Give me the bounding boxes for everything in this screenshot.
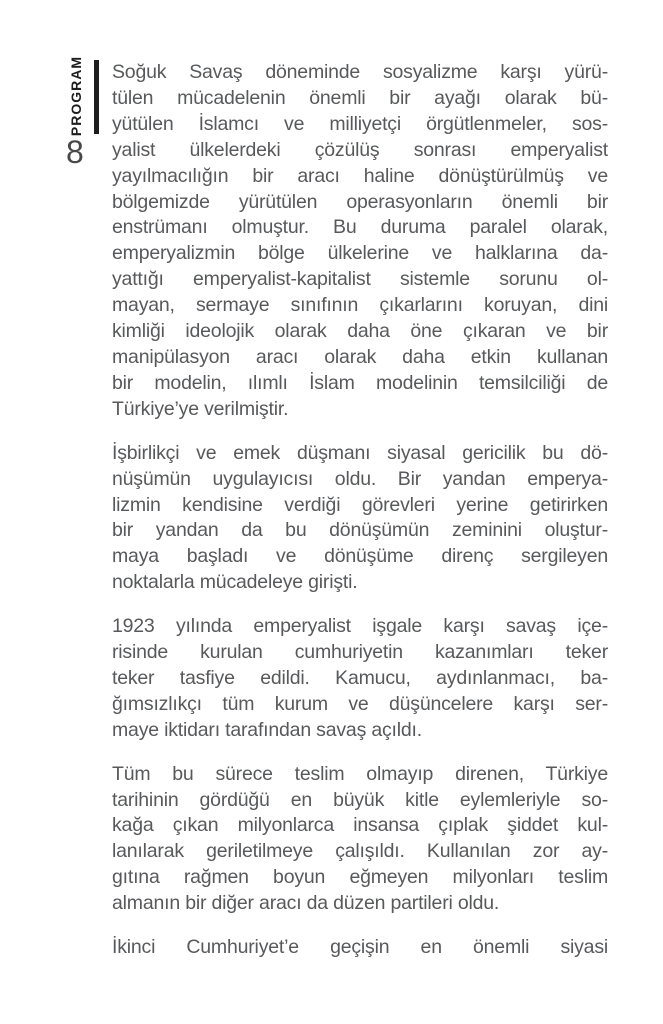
text-line: lizmin kendisine verdiği görevleri yerine getirirken [112,493,608,516]
text-line: ğımsızlıkçı tüm kurum ve düşüncelere karşı ser- [112,692,608,715]
paragraph [112,441,608,596]
text-line: enstrümanı olmuştur. Bu duruma paralel olarak, [112,216,608,239]
text-line: yütülen İslamcı ve milliyetçi örgütlenmeler, sos- [112,112,608,135]
text-line: manipülasyon aracı olarak daha etkin kullanan [112,345,608,368]
text-line: almanın bir diğer aracı da düzen partileri oldu. [112,892,500,915]
text-line: risinde kurulan cumhuriyetin kazanımları teker [112,641,608,664]
text-line: bir yandan da bu dönüşümün zeminini oluştur- [112,519,608,542]
paragraph [112,935,608,961]
text-line: bölgemizde yürütülen operasyonların önemli bir [112,190,608,213]
text-line: Soğuk Savaş döneminde sosyalizme karşı yürü- [112,61,608,83]
text-line: maya başladı ve dönüşüme direnç sergileyen [112,545,608,568]
text-line: yayılmacılığın bir aracı haline dönüştürülmüş ve [112,164,608,187]
text-line: noktalarla mücadeleye girişti. [112,571,358,594]
text-line: gıtına rağmen boyun eğmeyen milyonları teslim [112,866,608,889]
section-label: PROGRAM [68,55,84,137]
section-rule [94,60,99,134]
text-line: mayan, sermaye sınıfının çıkarlarını koruyan, dini [112,294,608,317]
paragraph [112,614,608,744]
text-line: maye iktidarı tarafından savaş açıldı. [112,718,422,741]
text-line: Tüm bu sürece teslim olmayıp direnen, Türkiye [112,762,608,785]
page-margin-header [0,0,110,1024]
text-line: yattığı emperyalist-kapitalist sistemle sorunu ol- [112,268,608,291]
text-line: tülen mücadelenin önemli bir ayağı olarak bü- [112,86,608,109]
text-line: tarihinin gördüğü en büyük kitle eylemleriyle so- [112,788,608,811]
page-number: 8 [66,134,84,170]
text-line: kağa çıkan milyonlarca insansa çıplak şiddet kul- [112,814,608,837]
text-line: nüşümün uygulayıcısı oldu. Bir yandan emperya- [112,467,608,490]
paragraph [112,762,608,917]
text-line: Türkiye’ye verilmiştir. [112,397,289,420]
body-text [112,60,608,979]
paragraph [112,60,608,423]
text-line: İkinci Cumhuriyet’e geçişin en önemli siyasi [112,936,608,959]
text-line: emperyalizmin bölge ülkelerine ve halklarına da- [112,242,608,265]
text-line: teker tasfiye edildi. Kamucu, aydınlanmacı, ba- [112,666,608,689]
text-line: yalist ülkelerdeki çözülüş sonrası emperyalist [112,138,608,161]
text-line: kimliği ideolojik olarak daha öne çıkaran ve bir [112,320,608,343]
text-line: 1923 yılında emperyalist işgale karşı savaş içe- [112,615,608,638]
text-line: bir modelin, ılımlı İslam modelinin temsilciliği de [112,371,608,394]
text-line: İşbirlikçi ve emek düşmanı siyasal gericilik bu dö- [112,441,608,464]
text-line: lanılarak geriletilmeye çalışıldı. Kullanılan zor ay- [112,840,608,863]
